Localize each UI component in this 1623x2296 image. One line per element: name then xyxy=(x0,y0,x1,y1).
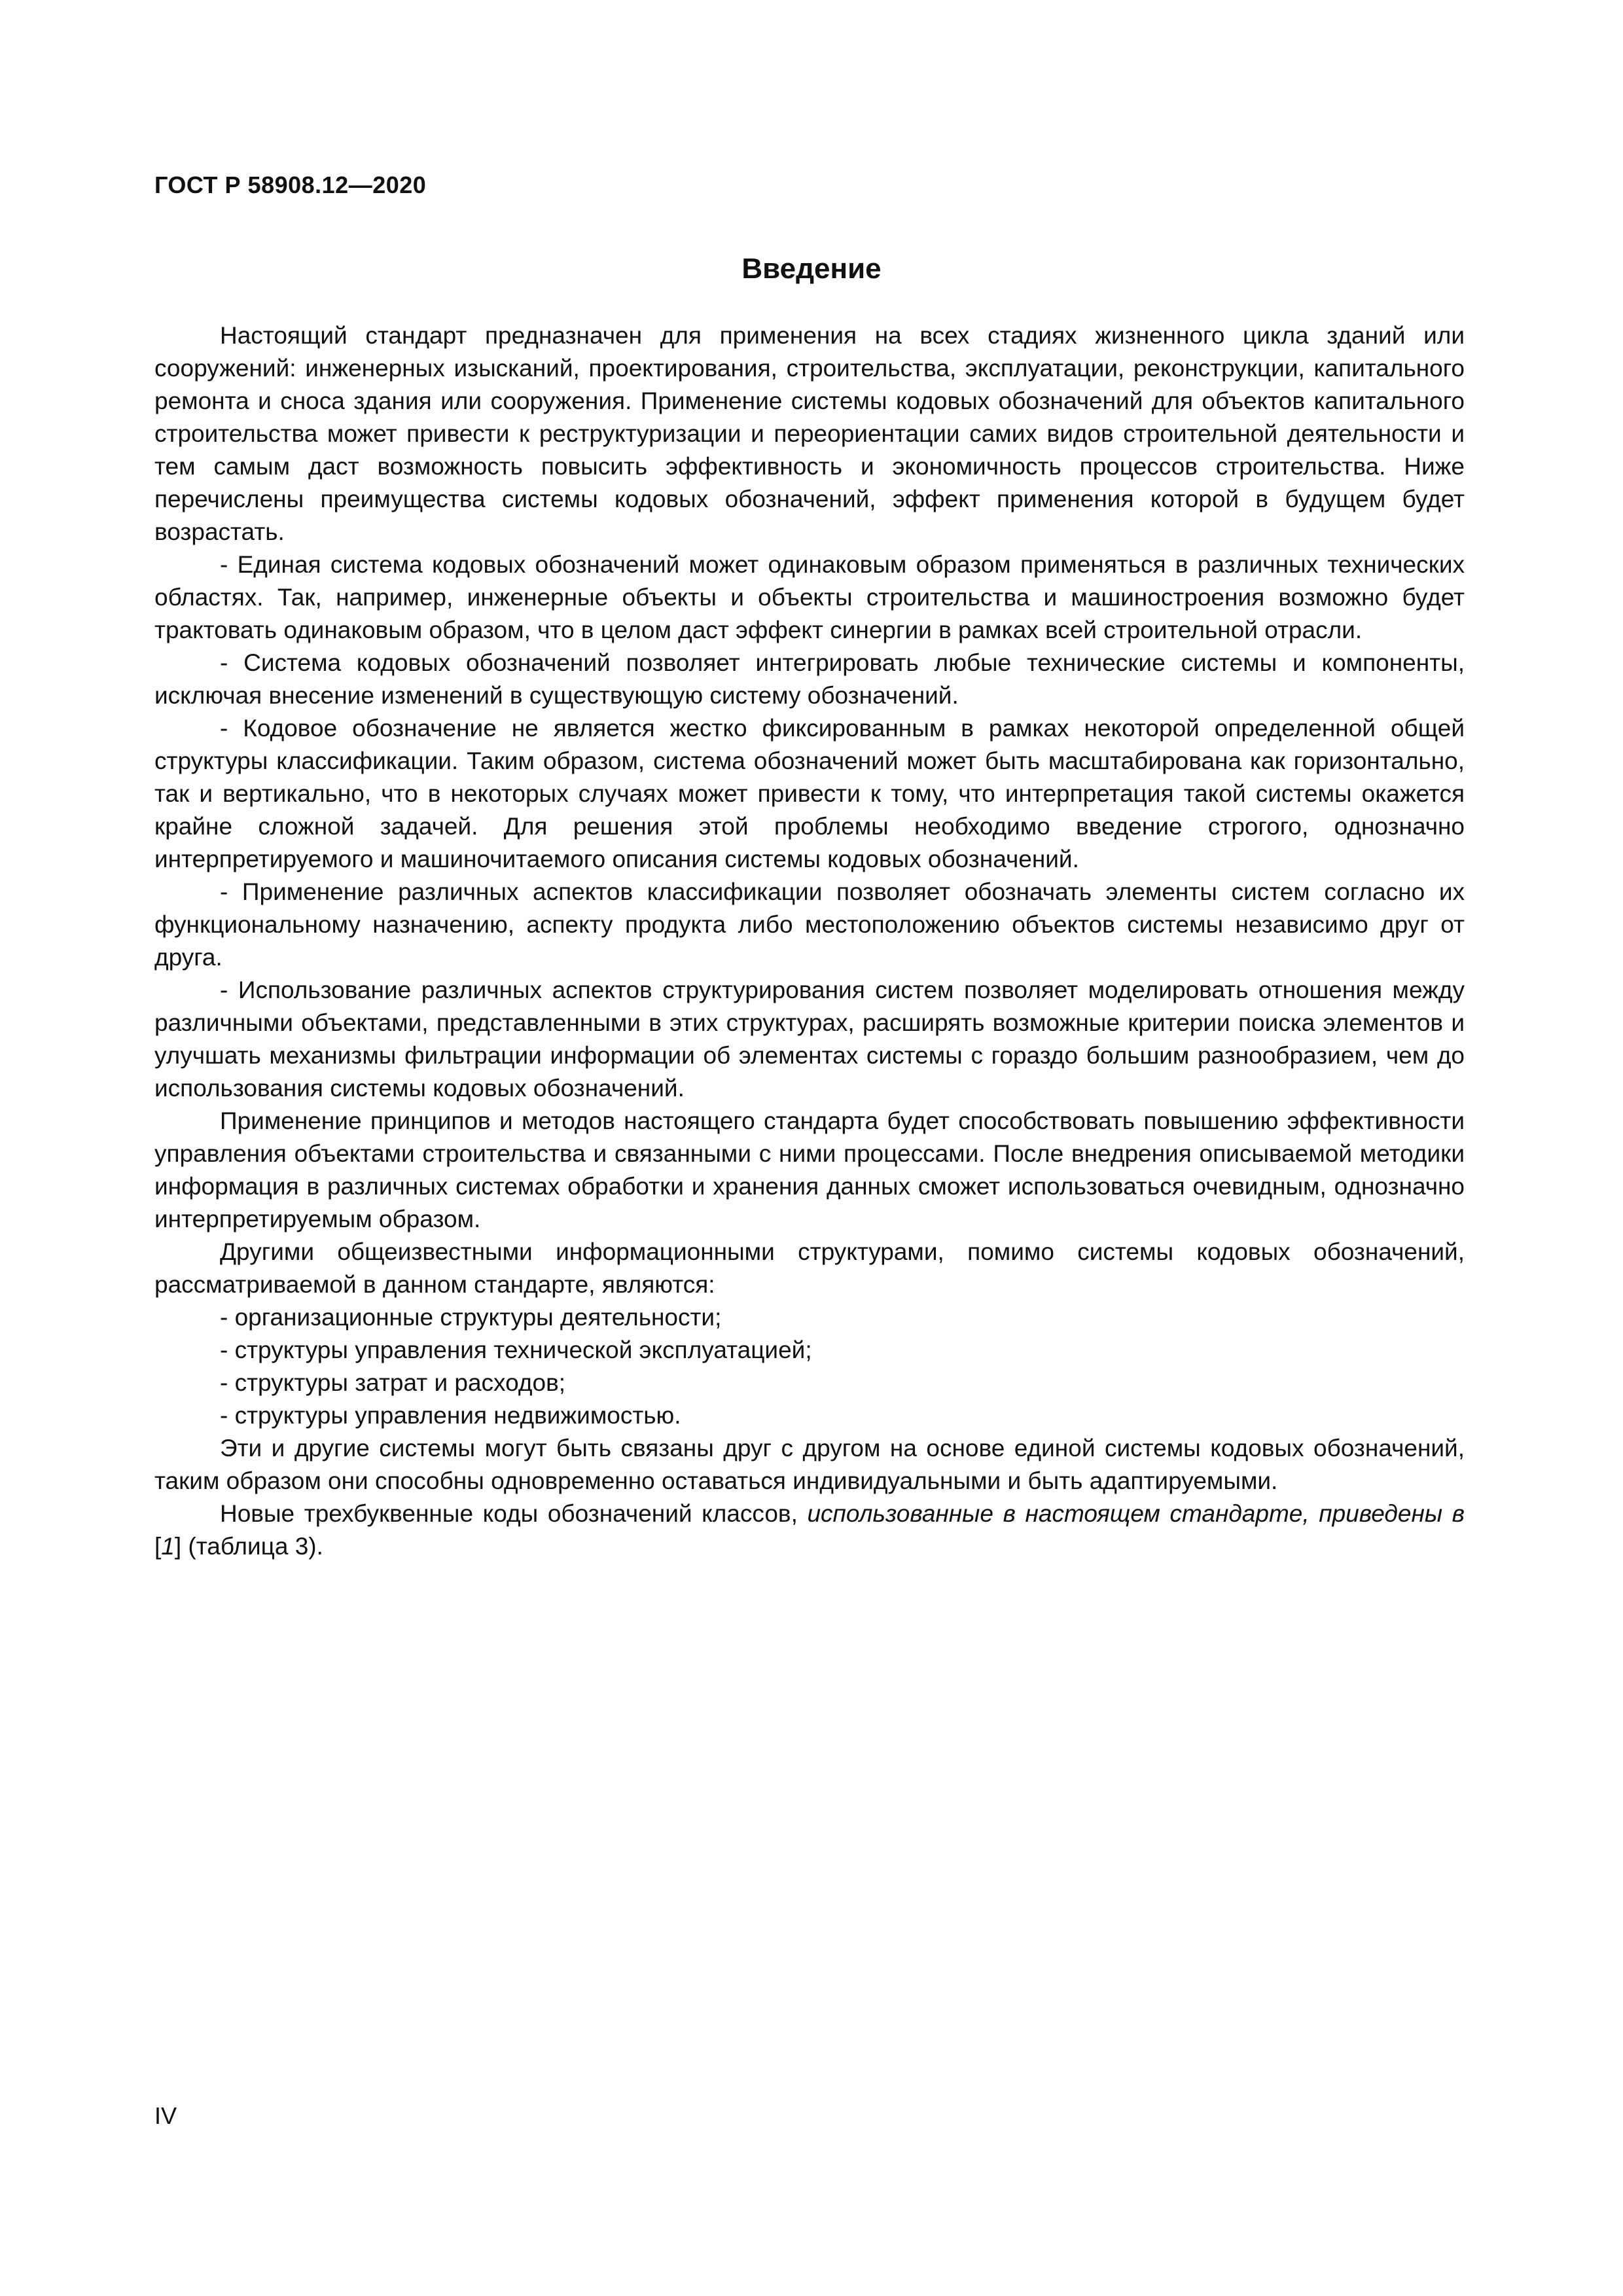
paragraph-benefit-2: - Система кодовых обозначений позволяет интегрировать любые технические системы и компоненты, исключая внесение изменений в существующую систему обозначений. xyxy=(154,649,1465,709)
class-codes-italic: использованные в настоящем стандарте, приведены в xyxy=(807,1500,1465,1527)
paragraph-other-structures: Другими общеизвестными информационными структурами, помимо системы кодовых обозначений, рассматриваемой в данном стандарте, являются: xyxy=(154,1238,1465,1298)
reference-open: [ xyxy=(154,1533,162,1560)
class-codes-tail: (таблица 3). xyxy=(188,1533,323,1560)
body-text xyxy=(154,319,1465,1563)
reference-number: 1 xyxy=(161,1533,175,1560)
paragraph-linking: Эти и другие системы могут быть связаны друг с другом на основе единой системы кодовых обозначений, таким образом они способны одновременно оставаться индивидуальными и быть адаптируемыми. xyxy=(154,1435,1465,1494)
page-number: IV xyxy=(154,2102,177,2129)
paragraph-intro: Настоящий стандарт предназначен для применения на всех стадиях жизненного цикла зданий или сооружений: инженерных изысканий, проектирования, строительства, эксплуатации, реконструкции, капитального ремонта и сноса здания или сооружения. Применение системы кодовых обозначений для объектов капитального строительства может привести к реструктуризации и переориентации самих видов строительной деятельности и тем самым даст возможность повысить эффективность и экономичность процессов строительства. Ниже перечислены преимущества системы кодовых обозначений, эффект применения которой в будущем будет возрастать. xyxy=(154,322,1465,545)
paragraph-application: Применение принципов и методов настоящего стандарта будет способствовать повышению эффективности управления объектами строительства и связанными с ними процессами. После внедрения описываемой методики информация в различных системах обработки и хранения данных сможет использоваться очевидным, однозначно интерпретируемым образом. xyxy=(154,1107,1465,1232)
document-code: ГОСТ Р 58908.12—2020 xyxy=(154,171,427,198)
paragraph-class-codes xyxy=(154,1498,1465,1563)
reference-close: ] xyxy=(174,1533,188,1560)
paragraph-benefit-3: - Кодовое обозначение не является жестко фиксированным в рамках некоторой определенной общей структуры классификации. Таким образом, система обозначений может быть масштабирована как горизонтально, так и вертикально, что в некоторых случаях может привести к тому, что интерпретация такой системы окажется крайне сложной задачей. Для решения этой проблемы необходимо введение строгого, однозначно интерпретируемого и машиночитаемого описания системы кодовых обозначений. xyxy=(154,715,1465,872)
class-codes-lead: Новые трехбуквенные коды обозначений классов, xyxy=(220,1500,808,1527)
list-item: - структуры управления технической эксплуатацией; xyxy=(220,1336,812,1363)
list-item: - структуры затрат и расходов; xyxy=(220,1369,566,1396)
paragraph-benefit-4: - Применение различных аспектов классификации позволяет обозначать элементы систем согласно их функциональному назначению, аспекту продукта либо местоположению объектов системы независимо друг от друга. xyxy=(154,878,1465,971)
list-item: - структуры управления недвижимостью. xyxy=(220,1402,681,1429)
section-title: Введение xyxy=(741,253,882,285)
paragraph-benefit-5: - Использование различных аспектов структурирования систем позволяет моделировать отношения между различными объектами, представленными в этих структурах, расширять возможные критерии поиска элементов и улучшать механизмы фильтрации информации об элементах системы с гораздо большим разнообразием, чем до использования системы кодовых обозначений. xyxy=(154,977,1465,1102)
list-item: - организационные структуры деятельности; xyxy=(220,1304,722,1331)
paragraph-benefit-1: - Единая система кодовых обозначений может одинаковым образом применяться в различных технических областях. Так, например, инженерные объекты и объекты строительства и машиностроения возможно будет трактовать одинаковым образом, что в целом даст эффект синергии в рамках всей строительной отрасли. xyxy=(154,551,1465,643)
